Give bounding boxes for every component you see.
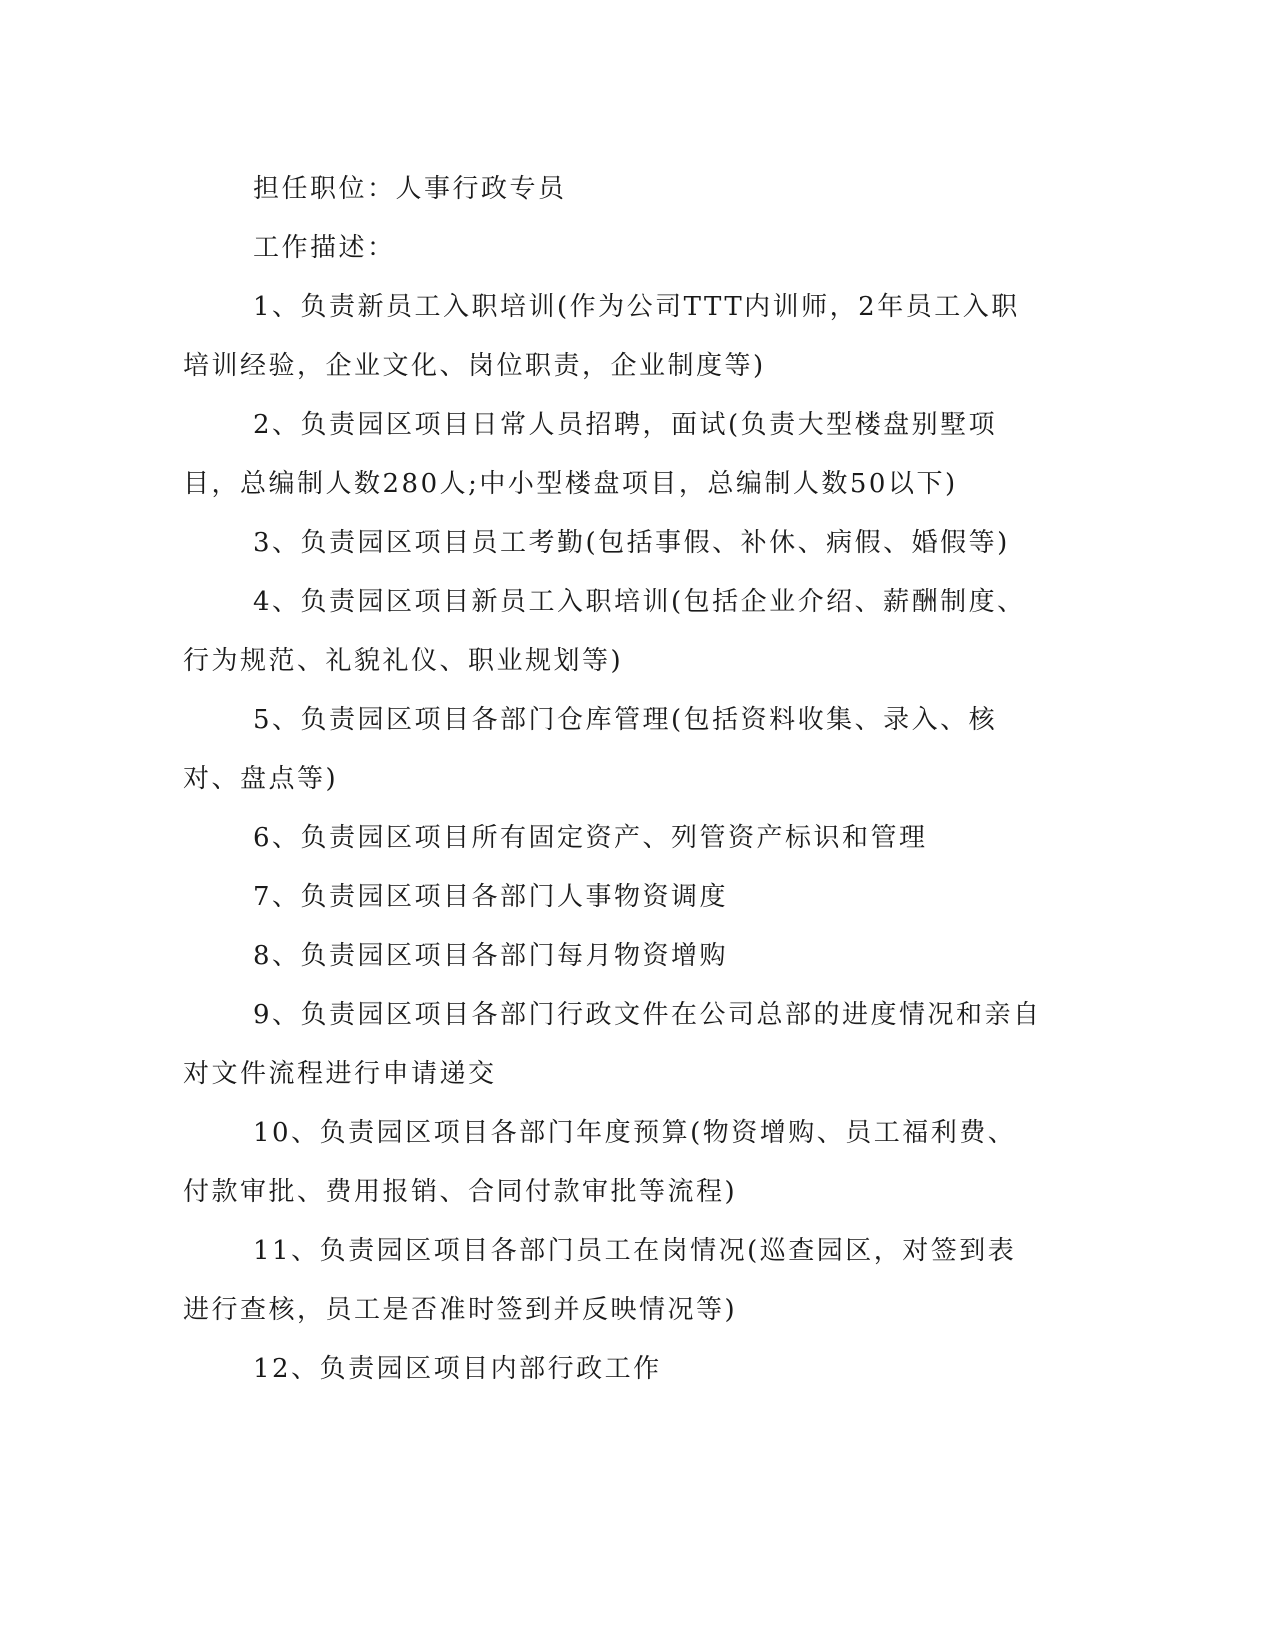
duty-item-9: 9、负责园区项目各部门行政文件在公司总部的进度情况和亲自对文件流程进行申请递交: [183, 1000, 1042, 1089]
duty-item-8: 8、负责园区项目各部门每月物资增购: [253, 941, 729, 971]
duty-item-2: 2、负责园区项目日常人员招聘，面试(负责大型楼盘别墅项目，总编制人数280人;中小型楼盘项目，总编制人数50以下): [183, 410, 998, 499]
duty-item-11: 11、负责园区项目各部门员工在岗情况(巡查园区，对签到表进行查核，员工是否准时签到并反映情况等): [183, 1236, 1017, 1325]
duty-item-4: 4、负责园区项目新员工入职培训(包括企业介绍、薪酬制度、行为规范、礼貌礼仪、职业规划等): [183, 587, 1026, 676]
duty-item-7: 7、负责园区项目各部门人事物资调度: [253, 882, 729, 912]
duty-item-3: 3、负责园区项目员工考勤(包括事假、补休、病假、婚假等): [253, 528, 1010, 558]
duty-item-1: 1、负责新员工入职培训(作为公司TTT内训师，2年员工入职培训经验，企业文化、岗位职责，企业制度等): [183, 292, 1020, 381]
duty-item-5: 5、负责园区项目各部门仓库管理(包括资料收集、录入、核对、盘点等): [183, 705, 998, 794]
document-body: [183, 160, 1043, 1399]
duty-item-6: 6、负责园区项目所有固定资产、列管资产标识和管理: [253, 823, 928, 853]
position-line: 担任职位：人事行政专员: [253, 174, 567, 204]
duty-item-12: 12、负责园区项目内部行政工作: [253, 1354, 662, 1384]
description-heading: 工作描述：: [253, 233, 396, 263]
duty-item-10: 10、负责园区项目各部门年度预算(物资增购、员工福利费、付款审批、费用报销、合同付款审批等流程): [183, 1118, 1017, 1207]
